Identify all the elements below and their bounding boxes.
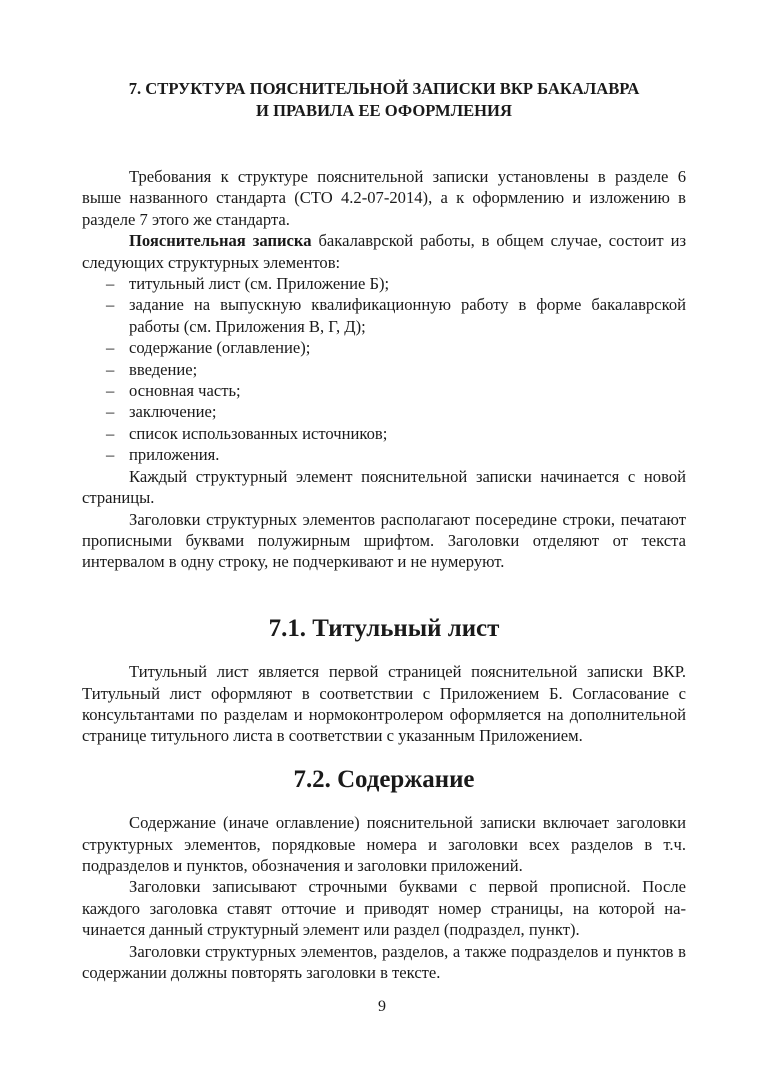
section-7-1-paragraph: Титульный лист является первой страницей пояснительной записки ВКР. Титульный лист оформляют в соответствии с Приложением Б. Согласование с консультантами по разделам и нормоконтролером оформляется на дополнительной странице титульного листа в соответствии с указанным Приложением. <box>82 662 686 746</box>
page-number: 9 <box>378 998 386 1015</box>
dash-marker: – <box>106 295 115 315</box>
dash-marker: – <box>106 423 115 443</box>
section-7-1-title: 7.1. Титульный лист <box>268 614 500 642</box>
list-item-text: содержание (оглавление); <box>129 338 311 358</box>
intro-paragraph-2-rest: бакалаврской работы, в общем случае, состоит из следующих структурных элементов: <box>82 231 686 272</box>
list-item-text: введение; <box>129 359 198 379</box>
list-item <box>82 359 686 380</box>
list-item <box>82 273 686 294</box>
dash-marker: – <box>106 338 115 358</box>
term-explanatory-note: Пояснительная записка <box>129 231 312 251</box>
section-7-2-title: 7.2. Содержание <box>293 765 475 793</box>
list-item <box>82 294 686 337</box>
document-page <box>82 78 686 983</box>
list-item <box>82 401 686 422</box>
chapter-heading-line-1: 7. СТРУКТУРА ПОЯСНИТЕЛЬНОЙ ЗАПИСКИ ВКР БАКАЛАВРА <box>128 79 640 98</box>
list-item-text: список использованных источников; <box>129 423 388 443</box>
section-7-2-paragraph-3: Заголовки структурных элементов, разделов, а также подразделов и пунктов в содержании должны повторять заголовки в тексте. <box>82 941 686 982</box>
list-item-text: приложения. <box>129 445 220 465</box>
list-item-text: основная часть; <box>129 381 241 401</box>
chapter-heading <box>82 78 686 122</box>
section-7-2-paragraph-1: Содержание (иначе оглавление) пояснительной записки включает заголовки структурных элементов, порядковые номера и заголовки всех разделов в т.ч. подразделов и пунктов, обозначения и заголовки приложений. <box>82 813 686 875</box>
dash-marker: – <box>106 381 115 401</box>
chapter-heading-line-2: И ПРАВИЛА ЕЕ ОФОРМЛЕНИЯ <box>256 101 512 120</box>
list-item-text: задание на выпускную квалификационную работу в форме бакалаврской работы (см. Приложения В, Г, Д); <box>129 295 686 336</box>
intro-paragraph-3: Каждый структурный элемент пояснительной записки начинается с новой страницы. <box>82 466 686 508</box>
section-7-2-paragraph-2: Заголовки записывают строчными буквами с первой прописной. После каждого заголовка ставят отточие и приводят номер страницы, на которой начинается данный структурный элемент или раздел (подраздел, пункт). <box>82 877 686 940</box>
list-item-text: титульный лист (см. Приложение Б); <box>129 274 390 294</box>
intro-paragraph-1: Требования к структуре пояснительной записки установлены в разделе 6 выше названного стандарта (СТО 4.2-07-2014), а к оформлению и изложению в разделе 7 этого же стандарта. <box>82 167 686 229</box>
dash-marker: – <box>106 359 115 379</box>
dash-marker: – <box>106 274 115 294</box>
intro-paragraph-4: Заголовки структурных элементов располагают посередине строки, печатают прописными буквами полужирным шрифтом. Заголовки отделяют от текста интервалом в одну строку, не подчеркивают и не нумеруют. <box>82 509 686 572</box>
list-item <box>82 337 686 358</box>
dash-marker: – <box>106 402 115 422</box>
dash-marker: – <box>106 445 115 465</box>
intro-paragraph-2 <box>82 230 686 273</box>
list-item <box>82 380 686 401</box>
list-item <box>82 423 686 444</box>
list-item-text: заключение; <box>129 402 217 422</box>
structure-elements-list <box>82 273 686 466</box>
list-item <box>82 444 686 465</box>
